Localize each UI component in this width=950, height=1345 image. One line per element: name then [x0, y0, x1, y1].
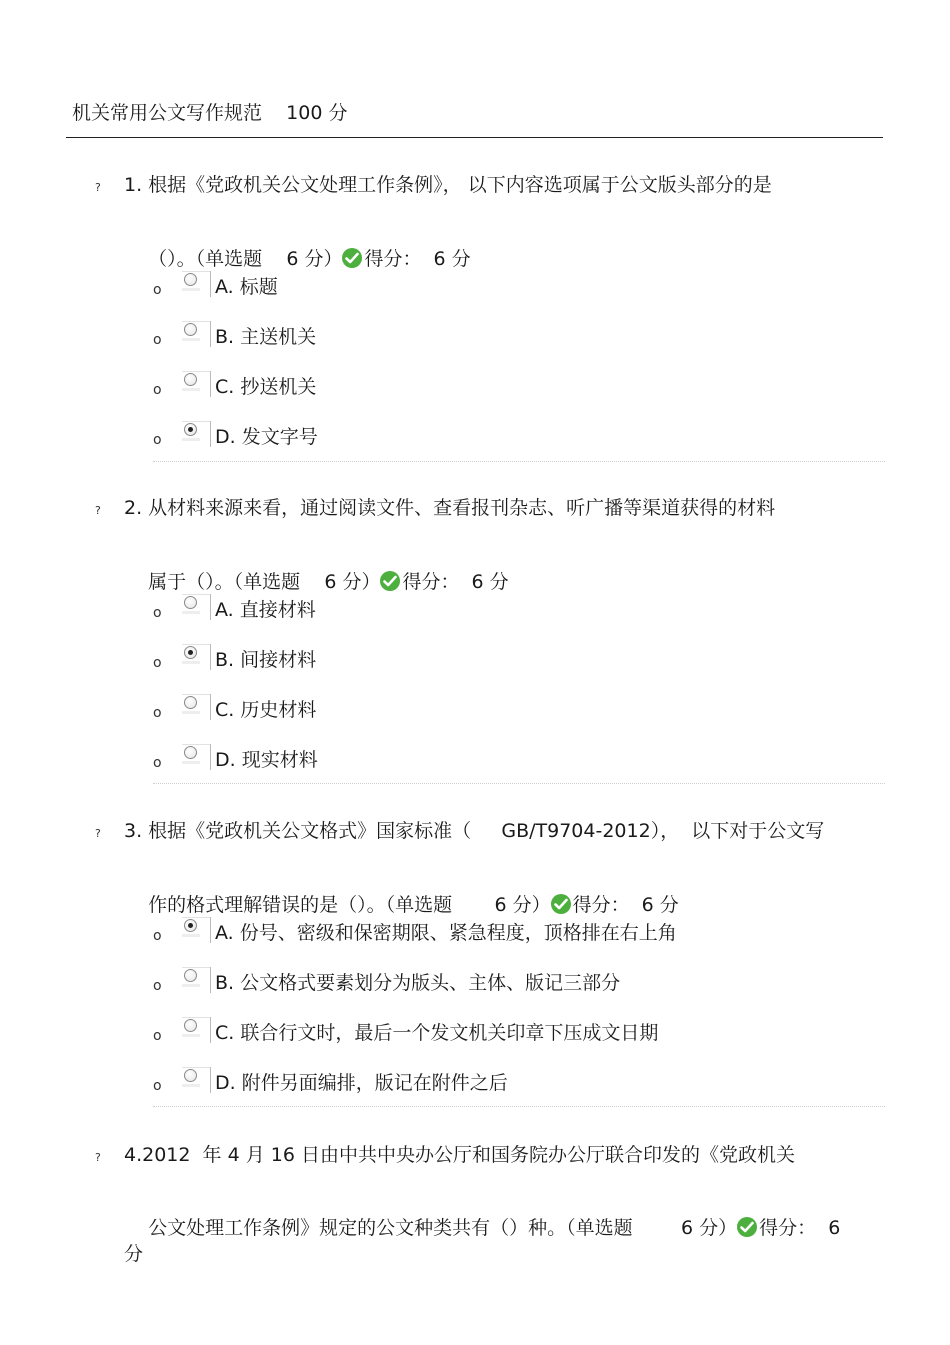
- question-separator: [153, 461, 885, 462]
- option-label: C. 抄送机关: [215, 376, 317, 398]
- radio-button[interactable]: [184, 1069, 197, 1082]
- question-text-line-1: 4.2012 年 4 月 16 日由中共中央办公厅和国务院办公厅联合印发的《党政机关: [124, 1144, 795, 1166]
- score-text: 得分： 6 分: [364, 248, 471, 270]
- score-text: 得分： 6 分: [402, 571, 509, 593]
- radio-wrapper: [180, 694, 212, 722]
- question-separator: [153, 1106, 885, 1107]
- score-text: 得分： 6: [759, 1217, 841, 1239]
- question-separator: [153, 783, 885, 784]
- question-text-line-3: 分: [124, 1243, 144, 1265]
- check-icon: [737, 1217, 757, 1237]
- radio-button[interactable]: [184, 696, 197, 709]
- radio-wrapper: [180, 644, 212, 672]
- option-bullet: o: [153, 928, 162, 944]
- option-bullet: o: [153, 655, 162, 671]
- radio-button[interactable]: [184, 1019, 197, 1032]
- option-2b[interactable]: [0, 648, 950, 678]
- option-3a[interactable]: [0, 921, 950, 951]
- radio-wrapper: [180, 917, 212, 945]
- score-text: 得分： 6 分: [572, 894, 679, 916]
- question-text-line-2: [124, 1192, 840, 1264]
- radio-button-selected[interactable]: [184, 919, 197, 932]
- option-bullet: o: [153, 282, 162, 298]
- radio-wrapper: [180, 321, 212, 349]
- question-bullet: ?: [95, 827, 101, 840]
- option-2a[interactable]: [0, 598, 950, 628]
- radio-button[interactable]: [184, 323, 197, 336]
- option-1c[interactable]: [0, 375, 950, 405]
- option-1d[interactable]: [0, 425, 950, 455]
- option-label: C. 联合行文时，最后一个发文机关印章下压成文日期: [215, 1022, 659, 1044]
- check-icon: [380, 571, 400, 591]
- option-1b[interactable]: [0, 325, 950, 355]
- option-label: A. 标题: [215, 276, 278, 298]
- radio-button-selected[interactable]: [184, 646, 197, 659]
- option-bullet: o: [153, 432, 162, 448]
- title-divider: [66, 137, 883, 138]
- option-2c[interactable]: [0, 698, 950, 728]
- option-bullet: o: [153, 978, 162, 994]
- radio-button-selected[interactable]: [184, 423, 197, 436]
- radio-wrapper: [180, 1067, 212, 1095]
- option-label: B. 间接材料: [215, 649, 317, 671]
- option-1a[interactable]: [0, 275, 950, 305]
- radio-wrapper: [180, 744, 212, 772]
- option-3b[interactable]: [0, 971, 950, 1001]
- radio-wrapper: [180, 967, 212, 995]
- option-bullet: o: [153, 605, 162, 621]
- radio-wrapper: [180, 421, 212, 449]
- option-label: B. 公文格式要素划分为版头、主体、版记三部分: [215, 972, 621, 994]
- question-text-line-1: 2. 从材料来源来看，通过阅读文件、查看报刊杂志、听广播等渠道获得的材料: [124, 497, 776, 519]
- question-bullet: ?: [95, 181, 101, 194]
- option-label: A. 份号、密级和保密期限、紧急程度，顶格排在右上角: [215, 922, 677, 944]
- question-meta: （）。（单选题 6 分）: [148, 248, 343, 270]
- radio-wrapper: [180, 594, 212, 622]
- radio-button[interactable]: [184, 746, 197, 759]
- question-text-line-1: 1. 根据《党政机关公文处理工作条例》， 以下内容选项属于公文版头部分的是: [124, 174, 772, 196]
- option-label: D. 发文字号: [215, 426, 318, 448]
- option-label: D. 附件另面编排，版记在附件之后: [215, 1072, 508, 1094]
- check-icon: [342, 248, 362, 268]
- option-2d[interactable]: [0, 748, 950, 778]
- radio-button[interactable]: [184, 273, 197, 286]
- radio-button[interactable]: [184, 969, 197, 982]
- radio-button[interactable]: [184, 596, 197, 609]
- question-bullet: ?: [95, 504, 101, 517]
- question-meta: 作的格式理解错误的是（）。（单选题 6 分）: [148, 894, 551, 916]
- radio-wrapper: [180, 271, 212, 299]
- question-meta: 公文处理工作条例》规定的公文种类共有（）种。（单选题 6 分）: [148, 1217, 738, 1239]
- radio-wrapper: [180, 1017, 212, 1045]
- check-icon: [551, 894, 571, 914]
- option-bullet: o: [153, 705, 162, 721]
- option-label: C. 历史材料: [215, 699, 317, 721]
- option-bullet: o: [153, 755, 162, 771]
- option-bullet: o: [153, 1078, 162, 1094]
- option-label: A. 直接材料: [215, 599, 316, 621]
- question-meta: 属于（）。（单选题 6 分）: [148, 571, 381, 593]
- question-text-line-1: 3. 根据《党政机关公文格式》国家标准（ GB/T9704-2012）， 以下对于公文写: [124, 820, 825, 842]
- option-bullet: o: [153, 332, 162, 348]
- radio-button[interactable]: [184, 373, 197, 386]
- option-label: B. 主送机关: [215, 326, 317, 348]
- option-3d[interactable]: [0, 1071, 950, 1101]
- option-3c[interactable]: [0, 1021, 950, 1051]
- option-bullet: o: [153, 1028, 162, 1044]
- radio-wrapper: [180, 371, 212, 399]
- question-bullet: ?: [95, 1151, 101, 1164]
- option-bullet: o: [153, 382, 162, 398]
- page-title: 机关常用公文写作规范 100 分: [72, 102, 348, 124]
- option-label: D. 现实材料: [215, 749, 318, 771]
